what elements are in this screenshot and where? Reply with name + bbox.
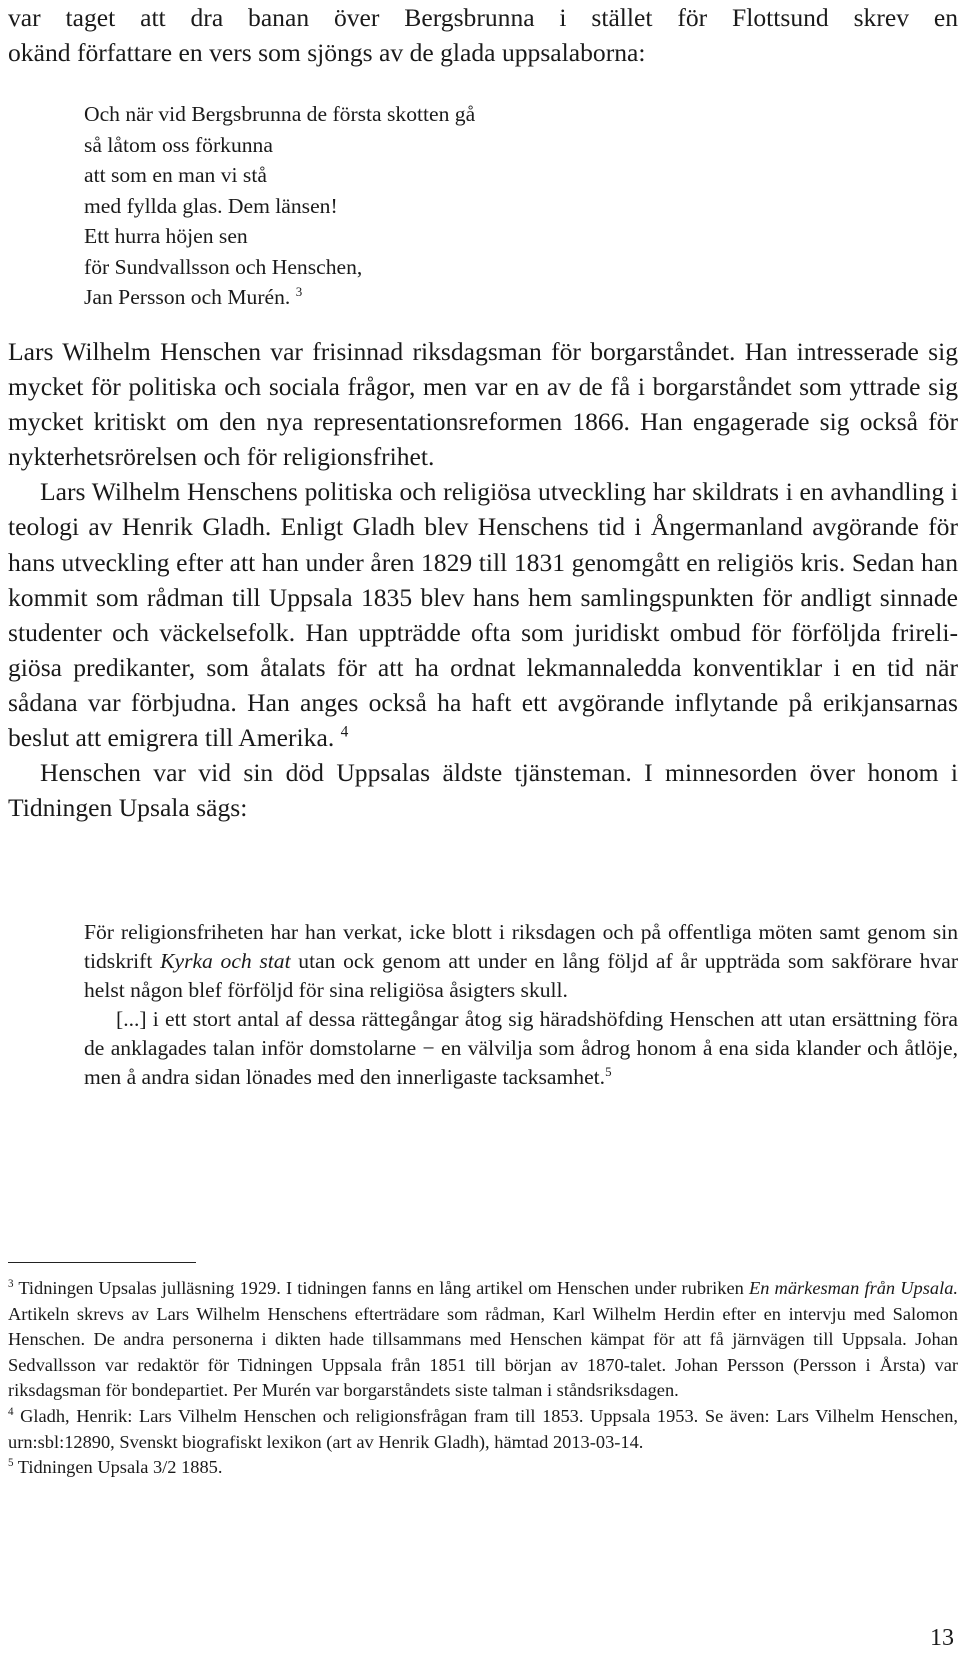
intro-text	[8, 0, 958, 70]
quote-text: För religionsfriheten har han verkat, icke blott i riksdagen och på offentliga möten samt genom sin tidskrift	[84, 920, 958, 973]
intro-line-1: var taget att dra banan över Bergsbrunna i stället för Flottsund skrev en	[8, 3, 958, 32]
poem-verse	[84, 99, 475, 313]
paragraph-henschen-politics: Lars Wilhelm Henschen var frisinnad riksdagsman för borgarståndet. Han intresserade sig mycket för politiska och sociala frågor, men var en av de få i borgarståndet som yttrade sig mycket kritiskt om den nya representationsreformen 1866. Han engagerade sig också för nykterhetsrörelsen och för religionsfrihet.	[8, 337, 958, 472]
footnote-number: 5	[8, 1457, 14, 1470]
footnote-ref-3[interactable]: 3	[295, 283, 303, 299]
footnote-4	[8, 1404, 958, 1455]
poem-line: Och när vid Bergsbrunna de första skotten gå	[84, 102, 476, 126]
footnotes	[8, 1276, 958, 1481]
footnote-text: Tidningen Upsala 3/2 1885.	[17, 1457, 223, 1478]
poem-line: Ett hurra höjen sen	[84, 224, 248, 248]
footnote-number: 4	[8, 1405, 14, 1418]
footnote-text: Artikeln skrevs av Lars Wilhelm Henschens efterträdare som rådman, Karl Wilhelm Herdin efter en intervju med Salomon Henschen. De andra personerna i dikten hade tillsammans med Henschen kämpat för att få järnvägen till Uppsala. Johan Sedvallsson var redaktör för Tidningen Uppsala från 1851 till början av 1870-talet. Johan Persson (Persson i Årsta) var riksdagsman för bondepartiet. Per Murén var borgarståndets siste talman i ståndsriksdagen.	[8, 1303, 958, 1401]
paragraph-henschen-religion	[8, 474, 958, 755]
footnote-3	[8, 1276, 958, 1404]
quote-journal-title: Kyrka och stat	[160, 949, 291, 973]
footnote-number: 3	[8, 1277, 14, 1290]
footnote-ref-5[interactable]: 5	[605, 1063, 612, 1079]
quote-text: [...] i ett stort antal af dessa rättegångar åtog sig häradshöfding Henschen att utan ersättning föra de anklagades talan inför domstolarne − en välvilja som ådrog honom å ena sida klander och åtlöje, men å andra sidan lönades med den innerligaste tacksamhet.	[84, 1007, 958, 1089]
footnote-5	[8, 1455, 958, 1481]
page-number: 13	[930, 1625, 954, 1651]
poem-line-last	[84, 282, 475, 313]
poem-line: så låtom oss förkunna	[84, 132, 273, 157]
poem-line: med fyllda glas. Dem länsen!	[84, 193, 338, 218]
paragraph-text: Lars Wilhelm Henschens politiska och religiösa utveckling har skildrats i en avhandling i teologi av Henrik Gladh. Enligt Gladh blev Henschens tid i Ångermanland avgörande för hans utveckling efter att han under åren 1829 till 1831 genomgått en religiös kris. Sedan han kommit som rådman till Uppsala 1835 blev hans hem samlingspunkten för andligt sinnade studenter och väckelsefolk. Han uppträdde ofta som juridiskt ombud för förföljda frireligiösa predikanter, som åtalats för att ha ordnat lekmannaledda konventiklar i en tid när sådana var förbjudna. Han anges också ha haft ett avgörande inflytande på erikjansarnas beslut att emigrera till Amerika.	[8, 477, 958, 753]
footnote-text: Gladh, Henrik: Lars Vilhelm Henschen och religionsfrågan fram till 1853. Uppsala 1953. Se även: Lars Vilhelm Henschen, urn:sbl:12890, Svenskt biografiskt lexikon (art av Henrik Gladh), hämtad 2013-03-14.	[8, 1405, 958, 1452]
quote-paragraph-1	[84, 918, 958, 1005]
block-quote	[84, 918, 958, 1092]
poem-line-text: Jan Persson och Murén.	[84, 285, 291, 309]
main-text	[8, 334, 958, 825]
poem-line: för Sundvallsson och Henschen,	[84, 254, 363, 279]
footnote-ref-4[interactable]: 4	[340, 723, 349, 741]
intro-line-2: okänd författare en vers som sjöngs av de glada uppsalaborna:	[8, 38, 646, 68]
footnote-text: Tidningen Upsalas julläsning 1929. I tidningen fanns en lång artikel om Henschen under rubriken	[18, 1278, 744, 1298]
footnote-separator	[8, 1262, 196, 1263]
quote-paragraph-2	[84, 1005, 958, 1092]
quote-text: utan ock genom att under en lång följd af år uppträda som sakförare hvar helst någon blef förföljd för sina religiösa åsigters skull.	[84, 949, 959, 1002]
paragraph-henschen-obituary: Henschen var vid sin död Uppsalas äldste tjänsteman. I minnesorden över honom i Tidningen Upsala sägs:	[8, 758, 958, 823]
footnote-article-title: En märkesman från Upsala.	[748, 1278, 958, 1298]
poem-line: att som en man vi stå	[84, 163, 267, 187]
